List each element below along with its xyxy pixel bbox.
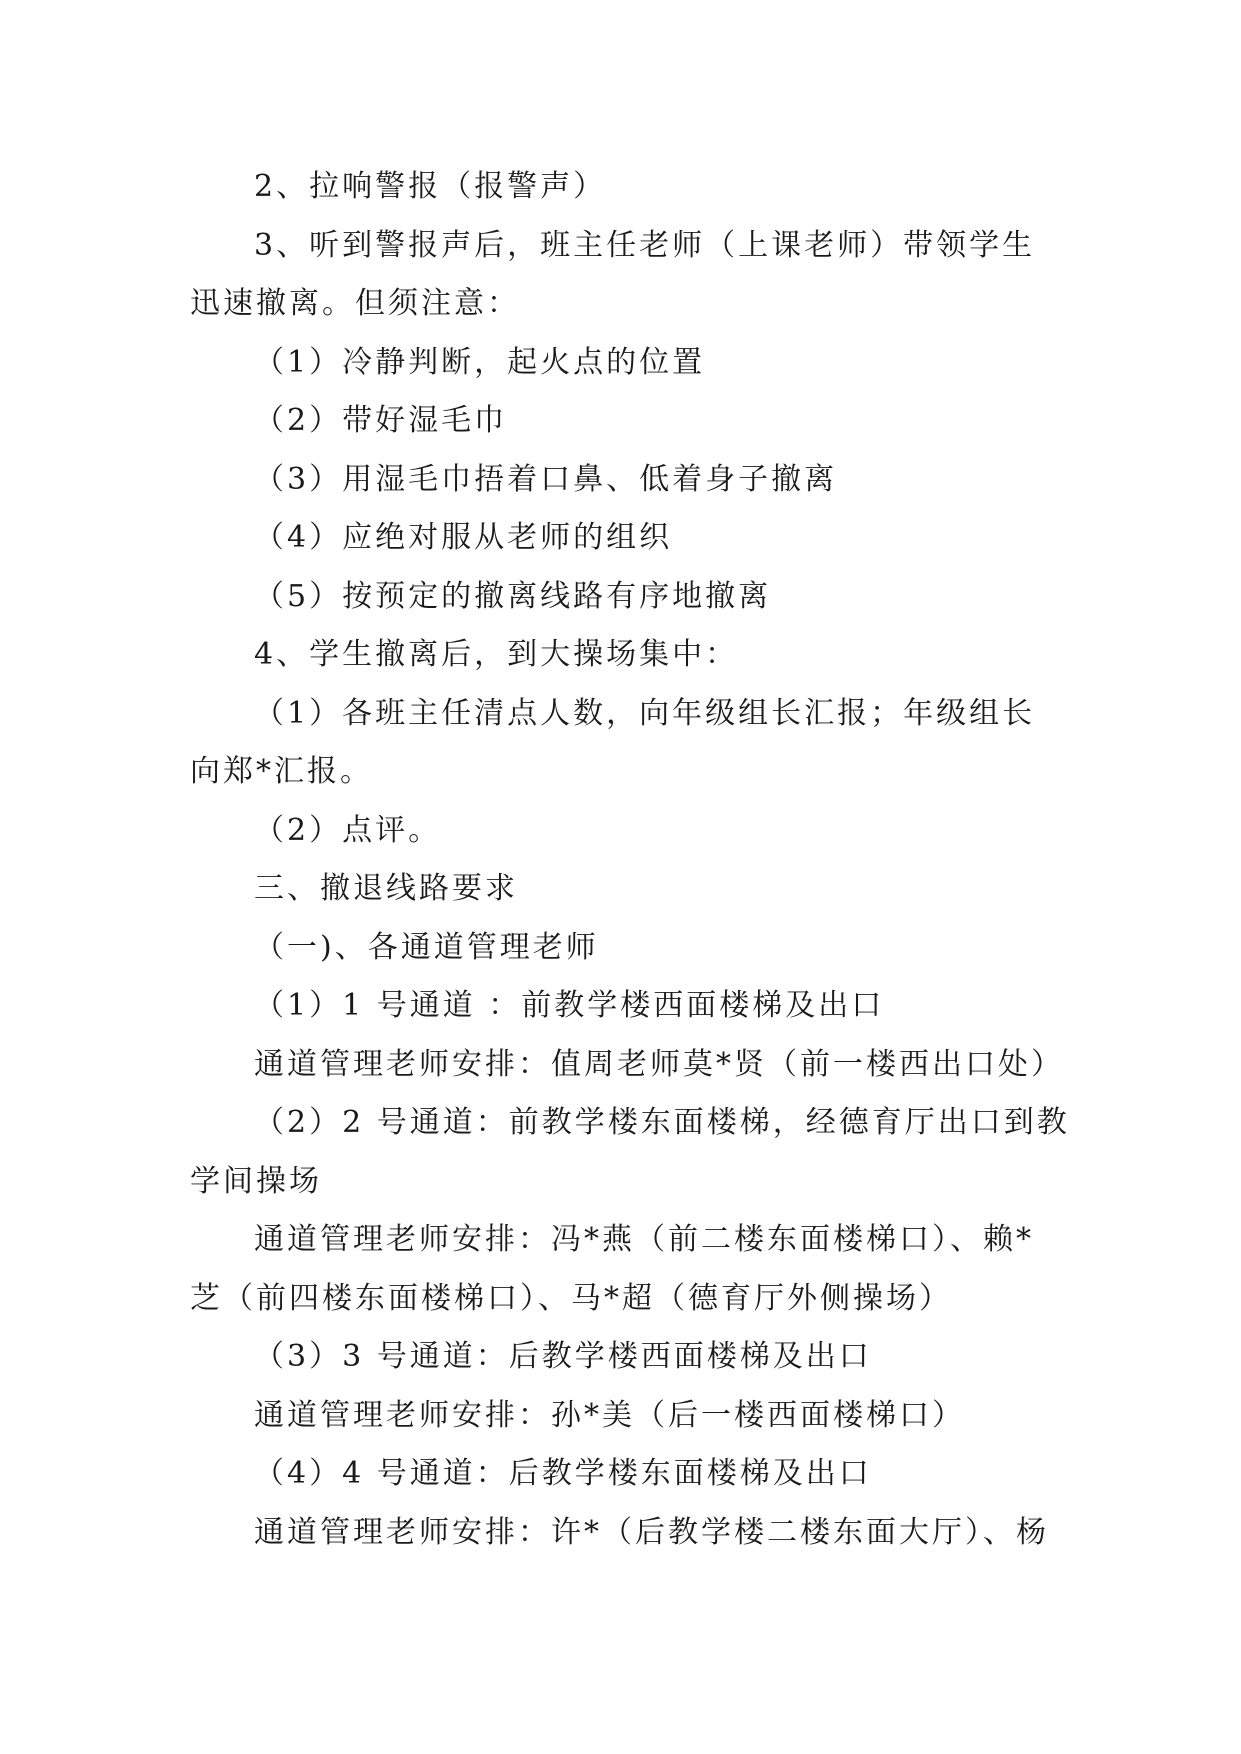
paragraph-line: 3、听到警报声后，班主任老师（上课老师）带领学生 xyxy=(254,227,1036,263)
paragraph-line: 学间操场 xyxy=(190,1163,322,1199)
paragraph-line: 4、学生撤离后，到大操场集中： xyxy=(254,637,739,672)
paragraph-line: （1）1 号通道 ：前教学楼西面楼梯及出口 xyxy=(254,988,885,1023)
paragraph-line: （2）2 号通道：前教学楼东面楼梯，经德育厅出口到教 xyxy=(254,1105,1070,1140)
subsection-heading: （一)、各通道管理老师 xyxy=(254,929,599,965)
document-body xyxy=(190,158,1070,1562)
section-heading: 三、撤退线路要求 xyxy=(254,871,518,906)
paragraph-line: （4）4 号通道：后教学楼东面楼梯及出口 xyxy=(254,1456,872,1491)
paragraph-line: 芝（前四楼东面楼梯口）、马*超（德育厅外侧操场） xyxy=(190,1280,952,1316)
paragraph-line: 通道管理老师安排：许*（后教学楼二楼东面大厅）、杨 xyxy=(254,1514,1049,1550)
paragraph-line: （2）带好湿毛巾 xyxy=(254,403,508,438)
paragraph-line: 通道管理老师安排：冯*燕（前二楼东面楼梯口）、赖* xyxy=(254,1222,1034,1257)
paragraph-line: （3）3 号通道：后教学楼西面楼梯及出口 xyxy=(254,1339,872,1374)
paragraph-line: 通道管理老师安排：孙*美（后一楼西面楼梯口） xyxy=(254,1397,965,1433)
paragraph-line: （1）冷静判断，起火点的位置 xyxy=(254,344,706,380)
paragraph-line: 通道管理老师安排：值周老师莫*贤（前一楼西出口处） xyxy=(254,1046,1064,1082)
paragraph-line: 向郑*汇报。 xyxy=(190,754,373,789)
paragraph-line: （3）用湿毛巾捂着口鼻、低着身子撤离 xyxy=(254,461,838,497)
paragraph-line: 2、拉响警报（报警声） xyxy=(254,169,607,204)
paragraph-line: （5）按预定的撤离线路有序地撤离 xyxy=(254,578,772,614)
paragraph-line: 迅速撤离。但须注意： xyxy=(190,286,520,321)
paragraph-line: （2）点评。 xyxy=(254,812,442,848)
paragraph-line: （4）应绝对服从老师的组织 xyxy=(254,520,673,555)
paragraph-line: （1）各班主任清点人数，向年级组长汇报；年级组长 xyxy=(254,695,1036,731)
